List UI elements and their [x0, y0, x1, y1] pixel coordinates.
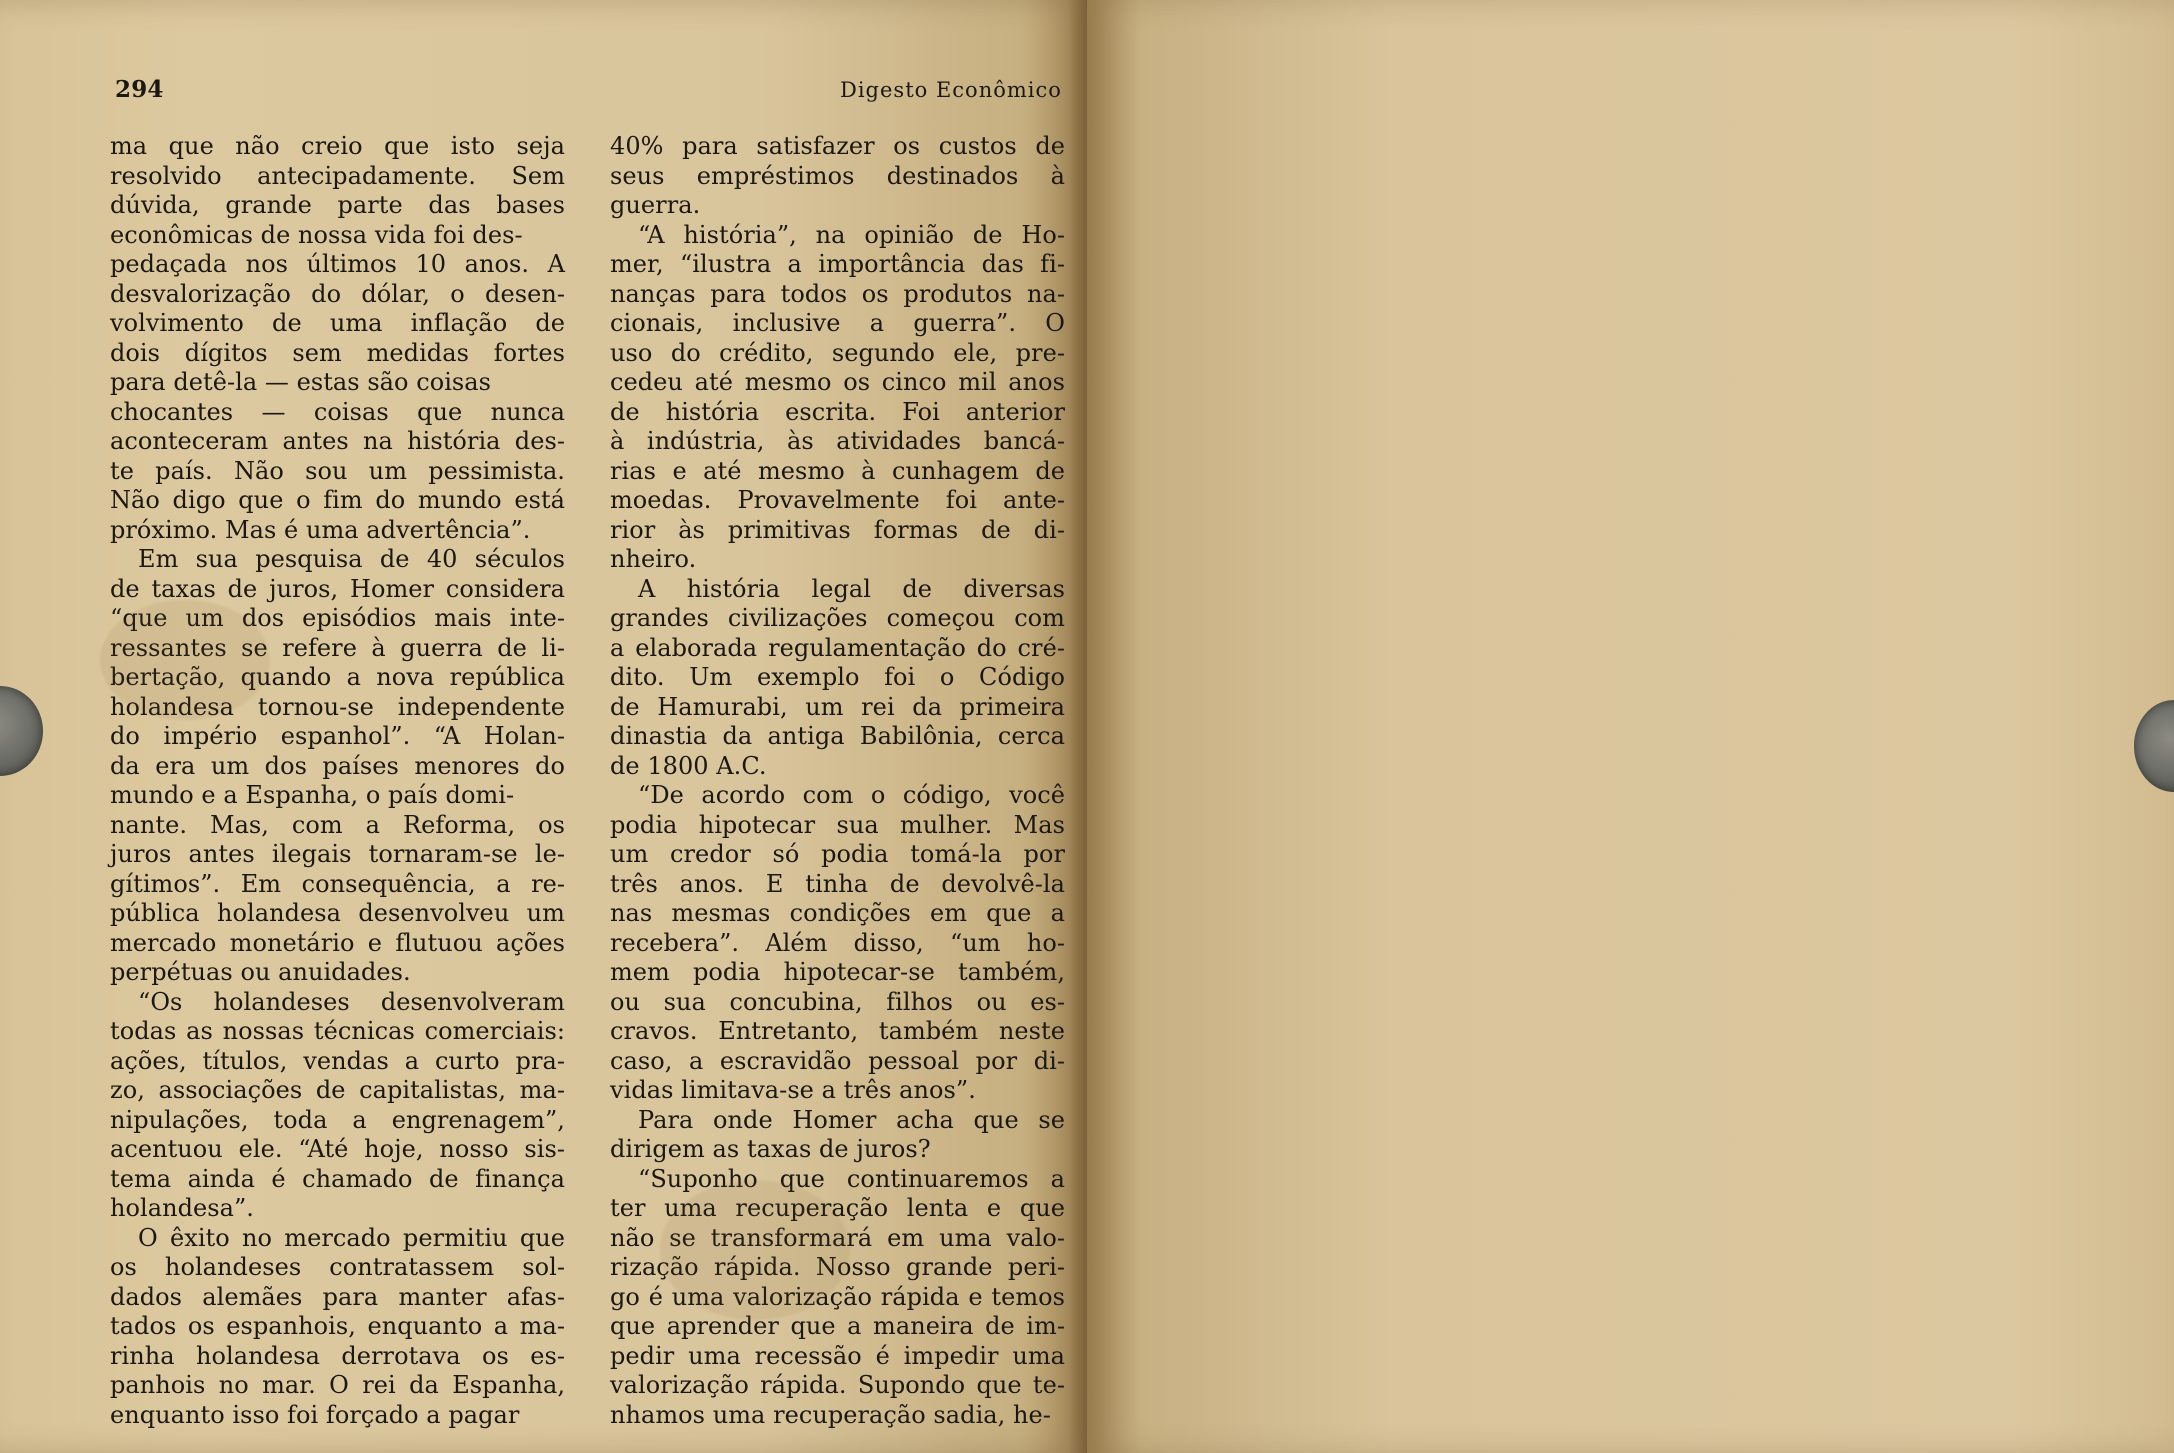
text-line: A história legal de diversas — [638, 574, 1065, 603]
text-line: pedaçada nos últimos 10 anos. A — [110, 250, 565, 278]
text-line: que aprender que a maneira de im- — [610, 1312, 1065, 1340]
text-line: mem podia hipotecar-se também, — [610, 958, 1065, 986]
text-line: bertação, quando a nova república — [110, 663, 565, 691]
text-line: econômicas de nossa vida foi des- — [110, 220, 523, 249]
text-line: dito. Um exemplo foi o Código — [610, 663, 1065, 691]
text-line: O êxito no mercado permitiu que — [138, 1223, 565, 1252]
text-line: todas as nossas técnicas comerciais: — [110, 1017, 565, 1045]
text-line: uso do crédito, segundo ele, pre- — [610, 338, 1065, 367]
text-line: aconteceram antes na história des- — [110, 427, 565, 455]
text-line: Em sua pesquisa de 40 séculos — [138, 545, 565, 573]
text-line: “A história”, na opinião de Ho- — [638, 220, 1065, 249]
text-line: pedir uma recessão é impedir uma — [610, 1341, 1065, 1370]
text-line: volvimento de uma inflação de — [110, 309, 565, 337]
text-line: dinastia da antiga Babilônia, cerca — [610, 722, 1065, 750]
text-line: te país. Não sou um pessimista. — [110, 456, 565, 485]
text-line: ter uma recuperação lenta e que — [610, 1194, 1065, 1222]
text-line: dúvida, grande parte das bases — [110, 191, 565, 219]
text-line: podia hipotecar sua mulher. Mas — [610, 810, 1065, 839]
text-line: 40% para satisfazer os custos de — [610, 132, 1065, 160]
text-line: ressantes se refere à guerra de li- — [110, 633, 565, 662]
text-line: à indústria, às atividades bancá- — [610, 427, 1065, 455]
text-line: Não digo que o fim do mundo está — [110, 486, 565, 514]
text-line: rinha holandesa derrotava os es- — [110, 1341, 565, 1370]
text-line: enquanto isso foi forçado a pagar — [110, 1400, 520, 1429]
text-line: holandesa tornou-se independente — [110, 692, 565, 721]
text-line: cionais, inclusive a guerra”. O — [610, 309, 1065, 337]
text-line: recebera”. Além disso, “um ho- — [610, 928, 1065, 957]
text-line: ma que não creio que isto seja — [110, 132, 565, 160]
text-line: acentuou ele. “Até hoje, nosso sis- — [110, 1135, 565, 1163]
text-line: de Hamurabi, um rei da primeira — [610, 692, 1065, 721]
text-line: holandesa”. — [110, 1194, 254, 1222]
text-line: tados os espanhois, enquanto a ma- — [110, 1312, 565, 1340]
text-line: “Suponho que continuaremos a — [638, 1164, 1065, 1193]
text-line: ações, títulos, vendas a curto pra- — [110, 1046, 565, 1075]
text-line: nanças para todos os produtos na- — [610, 279, 1065, 308]
text-line: gítimos”. Em consequência, a re- — [110, 869, 565, 898]
text-line: panhois no mar. O rei da Espanha, — [110, 1371, 565, 1399]
text-line: de história escrita. Foi anterior — [610, 397, 1065, 426]
text-line: go é uma valorização rápida e temos — [610, 1282, 1065, 1311]
text-line: rização rápida. Nosso grande peri- — [610, 1253, 1065, 1281]
text-line: ou sua concubina, filhos ou es- — [610, 987, 1065, 1016]
text-line: mer, “ilustra a importância das fi- — [610, 250, 1065, 278]
text-line: nante. Mas, com a Reforma, os — [110, 810, 565, 839]
text-line: dois dígitos sem medidas fortes — [110, 338, 565, 367]
text-line: valorização rápida. Supondo que te- — [610, 1371, 1065, 1399]
text-line: da era um dos países menores do — [110, 751, 565, 780]
text-line: zo, associações de capitalistas, ma- — [110, 1076, 565, 1104]
text-line: cravos. Entretanto, também neste — [610, 1017, 1065, 1045]
text-line: “que um dos episódios mais inte- — [110, 604, 565, 632]
text-line: um credor só podia tomá-la por — [610, 840, 1065, 868]
text-line: desvalorização do dólar, o desen- — [110, 279, 565, 308]
text-line: nhamos uma recuperação sadia, he- — [610, 1400, 1051, 1429]
text-line: nheiro. — [610, 545, 697, 573]
text-line: resolvido antecipadamente. Sem — [110, 161, 565, 190]
text-line: de taxas de juros, Homer considera — [110, 574, 565, 603]
text-line: três anos. E tinha de devolvê-la — [610, 869, 1065, 898]
text-line: chocantes — coisas que nunca — [110, 397, 565, 426]
text-line: juros antes ilegais tornaram-se le- — [110, 840, 565, 868]
text-line: perpétuas ou anuidades. — [110, 958, 411, 986]
text-line: pública holandesa desenvolveu um — [110, 899, 565, 927]
text-line: vidas limitava-se a três anos”. — [610, 1076, 976, 1104]
text-line: mundo e a Espanha, o país domi- — [110, 781, 515, 809]
text-line: guerra. — [610, 191, 701, 219]
text-line: seus empréstimos destinados à — [610, 161, 1065, 190]
left-column-1 — [110, 132, 565, 1430]
left-page-number: 294 — [115, 76, 164, 103]
text-line: do império espanhol”. “A Holan- — [110, 722, 565, 750]
right-page — [1087, 0, 2174, 1453]
text-line: próximo. Mas é uma advertência”. — [110, 515, 531, 544]
text-line: tema ainda é chamado de finança — [110, 1164, 565, 1193]
text-line: para detê-la — estas são coisas — [110, 368, 492, 396]
left-running-head: Digesto Econômico — [840, 78, 1062, 102]
text-line: “Os holandeses desenvolveram — [138, 987, 565, 1016]
text-line: caso, a escravidão pessoal por di- — [610, 1046, 1065, 1075]
text-line: nas mesmas condições em que a — [610, 899, 1065, 927]
text-line: a elaborada regulamentação do cré- — [610, 633, 1065, 662]
text-line: rior às primitivas formas de di- — [610, 515, 1065, 544]
text-line: grandes civilizações começou com — [610, 604, 1065, 632]
paper-stain — [660, 1180, 850, 1320]
text-line: nipulações, toda a engrenagem”, — [110, 1105, 565, 1134]
text-line: mercado monetário e flutuou ações — [110, 928, 565, 957]
text-line: dirigem as taxas de juros? — [610, 1135, 931, 1163]
text-line: moedas. Provavelmente foi ante- — [610, 486, 1065, 514]
text-line: de 1800 A.C. — [610, 751, 767, 780]
text-line: “De acordo com o código, você — [638, 781, 1065, 809]
text-line: não se transformará em uma valo- — [610, 1223, 1065, 1252]
paper-stain — [100, 600, 270, 720]
text-line: Para onde Homer acha que se — [638, 1105, 1065, 1134]
text-line: cedeu até mesmo os cinco mil anos — [610, 368, 1065, 396]
text-line: dados alemães para manter afas- — [110, 1282, 565, 1311]
text-line: os holandeses contratassem sol- — [110, 1253, 565, 1281]
text-line: rias e até mesmo à cunhagem de — [610, 456, 1065, 485]
